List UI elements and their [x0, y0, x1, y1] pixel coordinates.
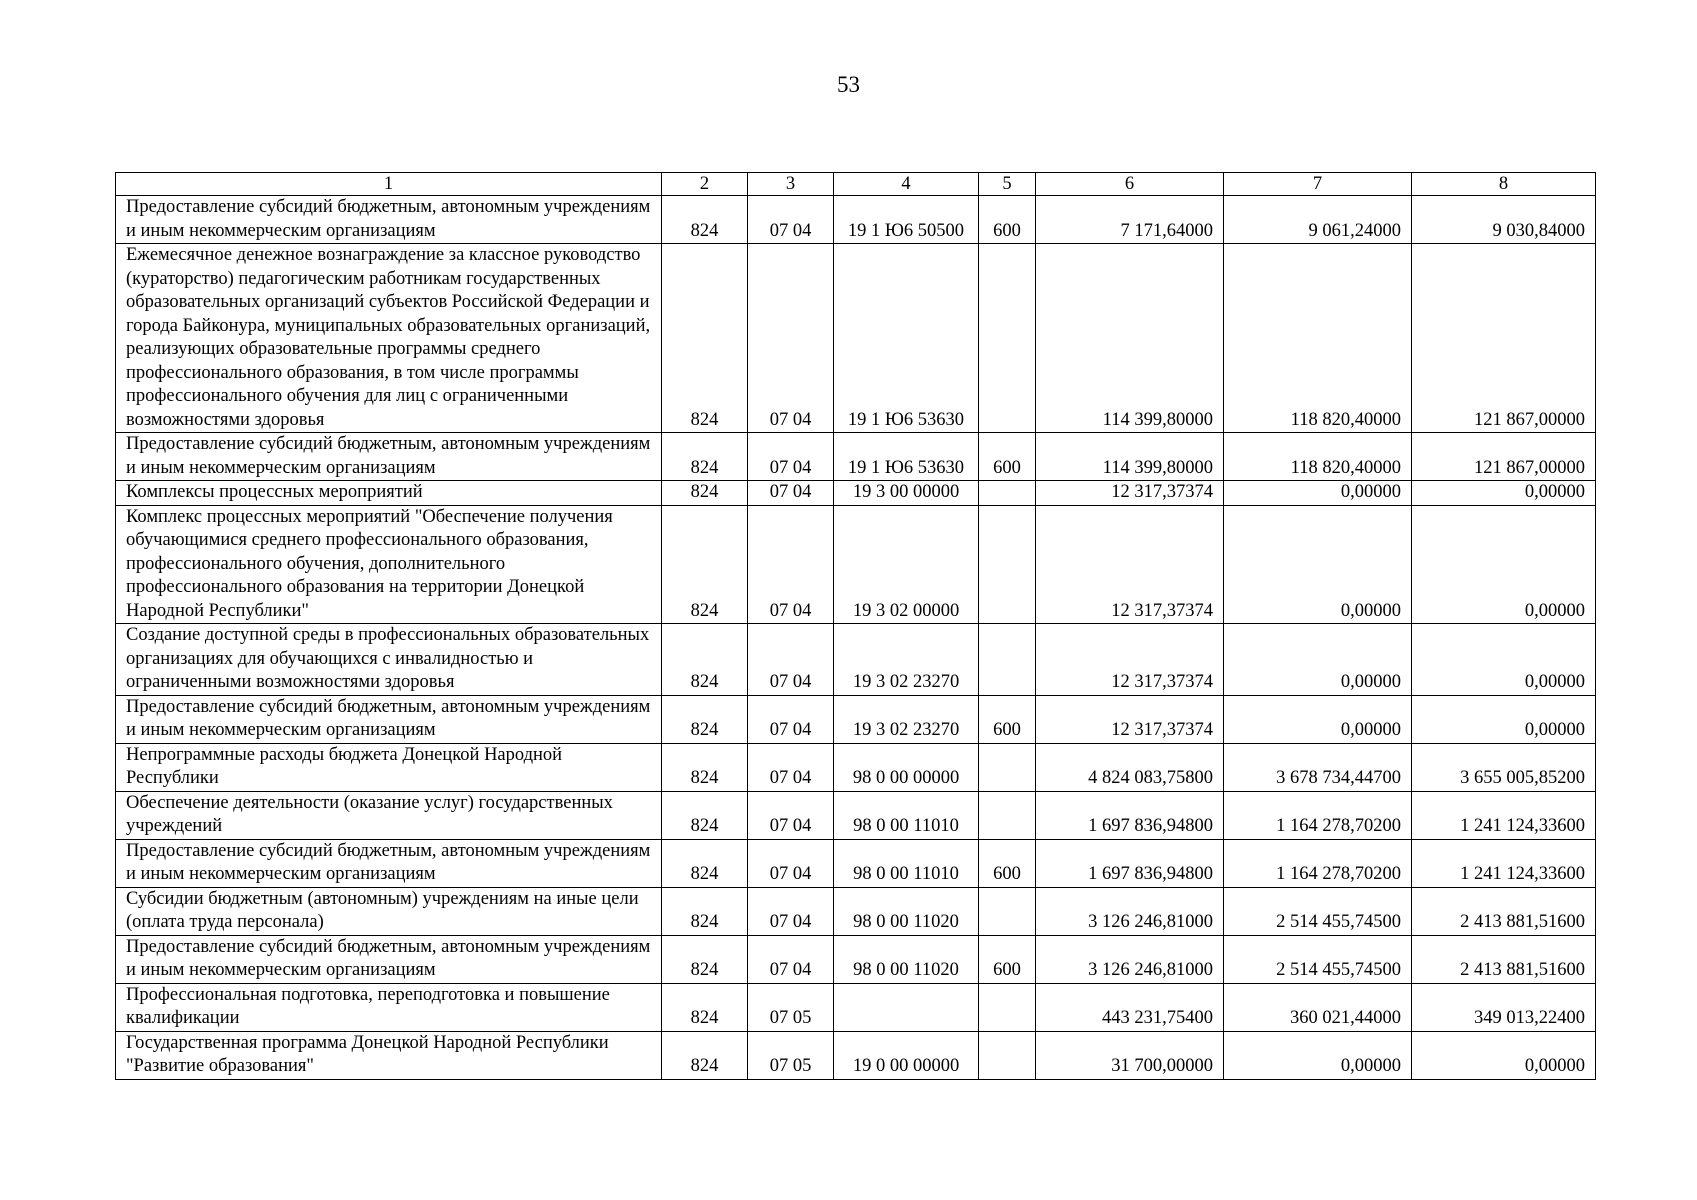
row-section: 07 04	[748, 433, 834, 481]
row-year1: 3 126 246,81000	[1036, 935, 1224, 983]
row-year1: 114 399,80000	[1036, 244, 1224, 433]
row-grbs: 824	[662, 983, 748, 1031]
row-year1: 1 697 836,94800	[1036, 839, 1224, 887]
header-col-5: 5	[979, 173, 1036, 196]
row-article	[834, 433, 979, 481]
row-grbs: 824	[662, 935, 748, 983]
row-article	[834, 1031, 979, 1079]
row-year3: 0,00000	[1412, 624, 1596, 696]
row-article-text: 19 0 00 00000	[852, 1056, 960, 1076]
row-name: Субсидии бюджетным (автономным) учреждениям на иные цели (оплата труда персонала)	[116, 887, 662, 935]
row-name: Предоставление субсидий бюджетным, автономным учреждениям и иным некоммерческим организациям	[116, 839, 662, 887]
row-year1: 12 317,37374	[1036, 481, 1224, 506]
table-row	[116, 935, 1596, 983]
row-article-text: 19 1 Ю6 53630	[847, 409, 965, 430]
row-year2: 0,00000	[1224, 505, 1412, 624]
row-year3: 121 867,00000	[1412, 433, 1596, 481]
row-grbs: 824	[662, 196, 748, 244]
row-article-text: 98 0 00 00000	[852, 768, 960, 788]
row-year3: 0,00000	[1412, 1031, 1596, 1079]
row-year1: 1 697 836,94800	[1036, 791, 1224, 839]
row-year2: 9 061,24000	[1224, 196, 1412, 244]
row-kind	[979, 791, 1036, 839]
row-article	[834, 887, 979, 935]
row-year1: 7 171,64000	[1036, 196, 1224, 244]
row-kind: 600	[979, 695, 1036, 743]
row-section: 07 04	[748, 505, 834, 624]
table-header-row	[116, 173, 1596, 196]
row-section: 07 04	[748, 791, 834, 839]
row-kind: 600	[979, 839, 1036, 887]
row-kind	[979, 244, 1036, 433]
row-year2: 1 164 278,70200	[1224, 791, 1412, 839]
row-grbs: 824	[662, 743, 748, 791]
row-name: Непрограммные расходы бюджета Донецкой Народной Республики	[116, 743, 662, 791]
row-year2: 0,00000	[1224, 481, 1412, 506]
row-name: Предоставление субсидий бюджетным, автономным учреждениям и иным некоммерческим организациям	[116, 695, 662, 743]
row-year1: 31 700,00000	[1036, 1031, 1224, 1079]
row-year3: 1 241 124,33600	[1412, 791, 1596, 839]
row-year3: 2 413 881,51600	[1412, 935, 1596, 983]
row-year3: 349 013,22400	[1412, 983, 1596, 1031]
row-section: 07 04	[748, 695, 834, 743]
row-section: 07 04	[748, 196, 834, 244]
row-name: Обеспечение деятельности (оказание услуг) государственных учреждений	[116, 791, 662, 839]
row-kind	[979, 481, 1036, 506]
row-section: 07 04	[748, 887, 834, 935]
row-year1: 12 317,37374	[1036, 505, 1224, 624]
row-article-text: 19 3 02 23270	[852, 720, 960, 740]
row-year2: 2 514 455,74500	[1224, 887, 1412, 935]
row-grbs: 824	[662, 791, 748, 839]
row-name: Комплекс процессных мероприятий "Обеспечение получения обучающимися среднего профессионального образования, профессионального обучения, дополнительного профессионального образования на территории Донецкой Народной Республики"	[116, 505, 662, 624]
row-article	[834, 743, 979, 791]
row-section: 07 04	[748, 935, 834, 983]
table-row	[116, 695, 1596, 743]
row-kind	[979, 624, 1036, 696]
row-year3: 2 413 881,51600	[1412, 887, 1596, 935]
row-article	[834, 839, 979, 887]
row-article	[834, 624, 979, 696]
row-year1: 4 824 083,75800	[1036, 743, 1224, 791]
row-section: 07 04	[748, 244, 834, 433]
row-grbs: 824	[662, 433, 748, 481]
header-col-2: 2	[662, 173, 748, 196]
header-col-7: 7	[1224, 173, 1412, 196]
table-row	[116, 481, 1596, 506]
row-article-text: 98 0 00 11010	[853, 816, 959, 836]
table-row	[116, 791, 1596, 839]
row-kind: 600	[979, 196, 1036, 244]
table-row	[116, 505, 1596, 624]
row-year3: 121 867,00000	[1412, 244, 1596, 433]
row-year3: 0,00000	[1412, 481, 1596, 506]
row-article	[834, 791, 979, 839]
row-year3: 9 030,84000	[1412, 196, 1596, 244]
row-year3: 1 241 124,33600	[1412, 839, 1596, 887]
row-year1: 114 399,80000	[1036, 433, 1224, 481]
row-article	[834, 935, 979, 983]
row-grbs: 824	[662, 839, 748, 887]
row-grbs: 824	[662, 505, 748, 624]
row-kind	[979, 1031, 1036, 1079]
row-grbs: 824	[662, 695, 748, 743]
row-name: Предоставление субсидий бюджетным, автономным учреждениям и иным некоммерческим организациям	[116, 935, 662, 983]
header-col-8: 8	[1412, 173, 1596, 196]
table-row	[116, 839, 1596, 887]
row-article-text: 98 0 00 11020	[853, 960, 959, 980]
row-year2: 360 021,44000	[1224, 983, 1412, 1031]
row-article-text: 19 1 Ю6 53630	[847, 457, 965, 478]
table-row	[116, 1031, 1596, 1079]
row-year2: 0,00000	[1224, 624, 1412, 696]
row-year2: 118 820,40000	[1224, 244, 1412, 433]
row-year1: 12 317,37374	[1036, 624, 1224, 696]
row-kind	[979, 505, 1036, 624]
row-section: 07 04	[748, 743, 834, 791]
row-article	[834, 695, 979, 743]
row-article-text: 98 0 00 11020	[853, 912, 959, 932]
row-name: Профессиональная подготовка, переподготовка и повышение квалификации	[116, 983, 662, 1031]
row-article	[834, 196, 979, 244]
row-article	[834, 505, 979, 624]
row-grbs: 824	[662, 624, 748, 696]
row-kind: 600	[979, 433, 1036, 481]
row-article	[834, 244, 979, 433]
row-section: 07 04	[748, 481, 834, 506]
table-row	[116, 743, 1596, 791]
row-grbs: 824	[662, 1031, 748, 1079]
row-year1: 3 126 246,81000	[1036, 887, 1224, 935]
table-row	[116, 624, 1596, 696]
row-year2: 0,00000	[1224, 1031, 1412, 1079]
row-kind: 600	[979, 935, 1036, 983]
row-kind	[979, 983, 1036, 1031]
row-kind	[979, 743, 1036, 791]
table-row	[116, 196, 1596, 244]
row-year2: 1 164 278,70200	[1224, 839, 1412, 887]
row-name: Ежемесячное денежное вознаграждение за классное руководство (кураторство) педагогическим работникам государственных образовательных организаций субъектов Российской Федерации и города Байконура, муниципальных образовательных организаций, реализующих образовательные программы среднего профессионального образования, в том числе программы профессионального обучения для лиц с ограниченными возможностями здоровья	[116, 244, 662, 433]
row-article	[834, 481, 979, 506]
row-year2: 118 820,40000	[1224, 433, 1412, 481]
table-row	[116, 244, 1596, 433]
row-year3: 0,00000	[1412, 695, 1596, 743]
header-col-1: 1	[116, 173, 662, 196]
row-section: 07 04	[748, 839, 834, 887]
row-article-text: 98 0 00 11010	[853, 864, 959, 884]
row-name: Предоставление субсидий бюджетным, автономным учреждениям и иным некоммерческим организациям	[116, 196, 662, 244]
row-section: 07 04	[748, 624, 834, 696]
row-name: Предоставление субсидий бюджетным, автономным учреждениям и иным некоммерческим организациям	[116, 433, 662, 481]
row-name: Государственная программа Донецкой Народной Республики "Развитие образования"	[116, 1031, 662, 1079]
row-grbs: 824	[662, 887, 748, 935]
row-article	[834, 983, 979, 1031]
row-year3: 3 655 005,85200	[1412, 743, 1596, 791]
row-year3: 0,00000	[1412, 505, 1596, 624]
row-year1: 443 231,75400	[1036, 983, 1224, 1031]
row-year2: 0,00000	[1224, 695, 1412, 743]
row-article-text: 19 3 00 00000	[852, 482, 960, 502]
row-article-text: 19 3 02 00000	[852, 600, 960, 621]
row-name: Комплексы процессных мероприятий	[116, 481, 662, 506]
header-col-6: 6	[1036, 173, 1224, 196]
table-row	[116, 983, 1596, 1031]
header-col-3: 3	[748, 173, 834, 196]
row-grbs: 824	[662, 481, 748, 506]
row-grbs: 824	[662, 244, 748, 433]
row-article-text: 19 3 02 23270	[852, 672, 960, 692]
table-row	[116, 433, 1596, 481]
row-section: 07 05	[748, 983, 834, 1031]
row-year2: 2 514 455,74500	[1224, 935, 1412, 983]
budget-table	[115, 172, 1596, 1080]
row-name: Создание доступной среды в профессиональных образовательных организациях для обучающихся с инвалидностью и ограниченными возможностями здоровья	[116, 624, 662, 696]
row-section: 07 05	[748, 1031, 834, 1079]
table-row	[116, 887, 1596, 935]
row-kind	[979, 887, 1036, 935]
row-year2: 3 678 734,44700	[1224, 743, 1412, 791]
page-number: 53	[837, 72, 860, 97]
row-year1: 12 317,37374	[1036, 695, 1224, 743]
header-col-4: 4	[834, 173, 979, 196]
row-article-text: 19 1 Ю6 50500	[847, 220, 965, 241]
